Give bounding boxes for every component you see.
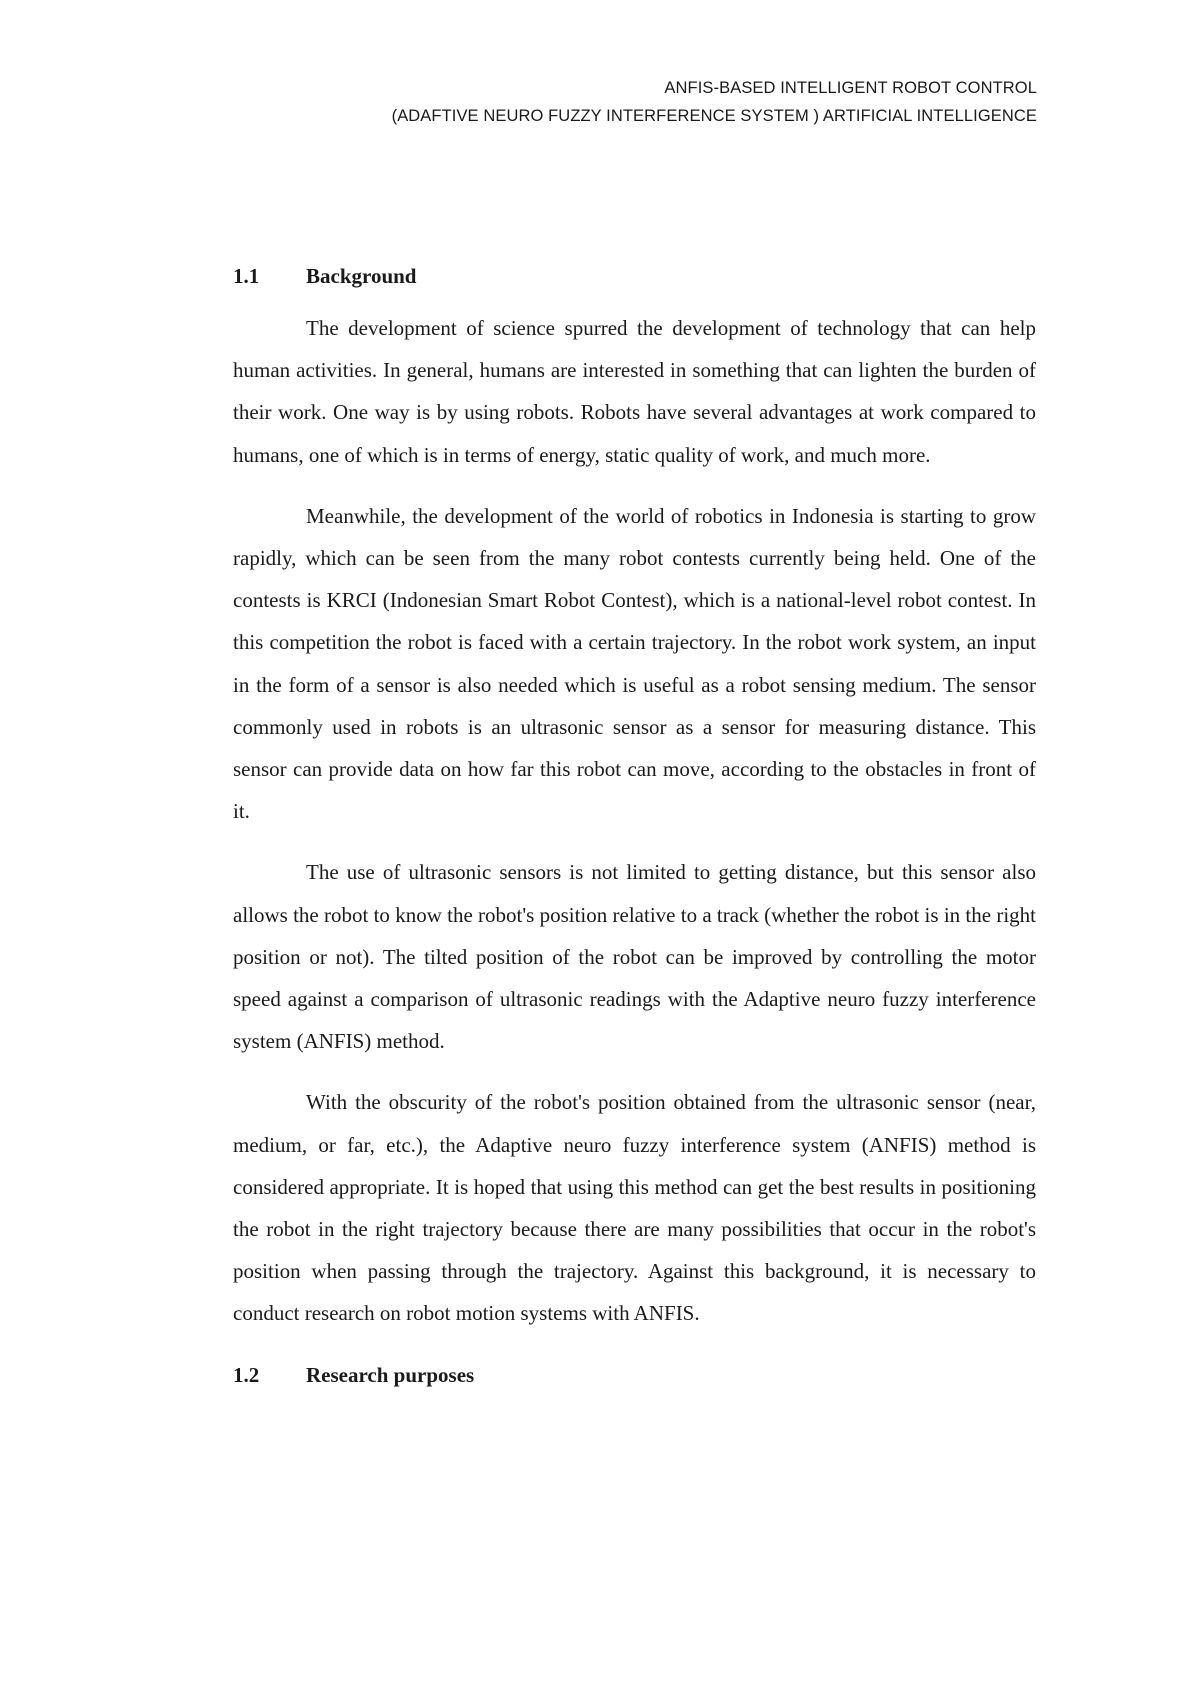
- header-subtitle-line: (ADAFTIVE NEURO FUZZY INTERFERENCE SYSTEM ) ARTIFICIAL INTELLIGENCE: [391, 107, 1037, 125]
- document-body: [233, 255, 1036, 1396]
- body-paragraph: The use of ultrasonic sensors is not limited to getting distance, but this sensor also allows the robot to know the robot's position relative to a track (whether the robot is in the right position or not). The tilted position of the robot can be improved by controlling the motor speed against a comparison of ultrasonic readings with the Adaptive neuro fuzzy interference system (ANFIS) method.: [233, 860, 1036, 1054]
- section-title: Background: [306, 264, 417, 288]
- header-title-line: ANFIS-BASED INTELLIGENT ROBOT CONTROL: [664, 79, 1037, 97]
- body-paragraph: The development of science spurred the development of technology that can help human activities. In general, humans are interested in something that can lighten the burden of their work. One way is by using robots. Robots have several advantages at work compared to humans, one of which is in terms of energy, static quality of work, and much more.: [233, 316, 1036, 467]
- section-heading-background: [233, 255, 1036, 297]
- body-paragraph: Meanwhile, the development of the world of robotics in Indonesia is starting to grow rapidly, which can be seen from the many robot contests currently being held. One of the contests is KRCI (Indonesian Smart Robot Contest), which is a national-level robot contest. In this competition the robot is faced with a certain trajectory. In the robot work system, an input in the form of a sensor is also needed which is useful as a robot sensing medium. The sensor commonly used in robots is an ultrasonic sensor as a sensor for measuring distance. This sensor can provide data on how far this robot can move, according to the obstacles in front of it.: [233, 503, 1036, 824]
- section-heading-research-purposes: [233, 1354, 1036, 1396]
- section-number: 1.2: [233, 1362, 260, 1387]
- section-title: Research purposes: [306, 1362, 475, 1387]
- section-number: 1.1: [233, 264, 260, 288]
- running-header: [392, 74, 1037, 130]
- body-paragraph: With the obscurity of the robot's position obtained from the ultrasonic sensor (near, medium, or far, etc.), the Adaptive neuro fuzzy interference system (ANFIS) method is considered appropriate. It is hoped that using this method can get the best results in positioning the robot in the right trajectory because there are many possibilities that occur in the robot's position when passing through the trajectory. Against this background, it is necessary to conduct research on robot motion systems with ANFIS.: [233, 1090, 1036, 1326]
